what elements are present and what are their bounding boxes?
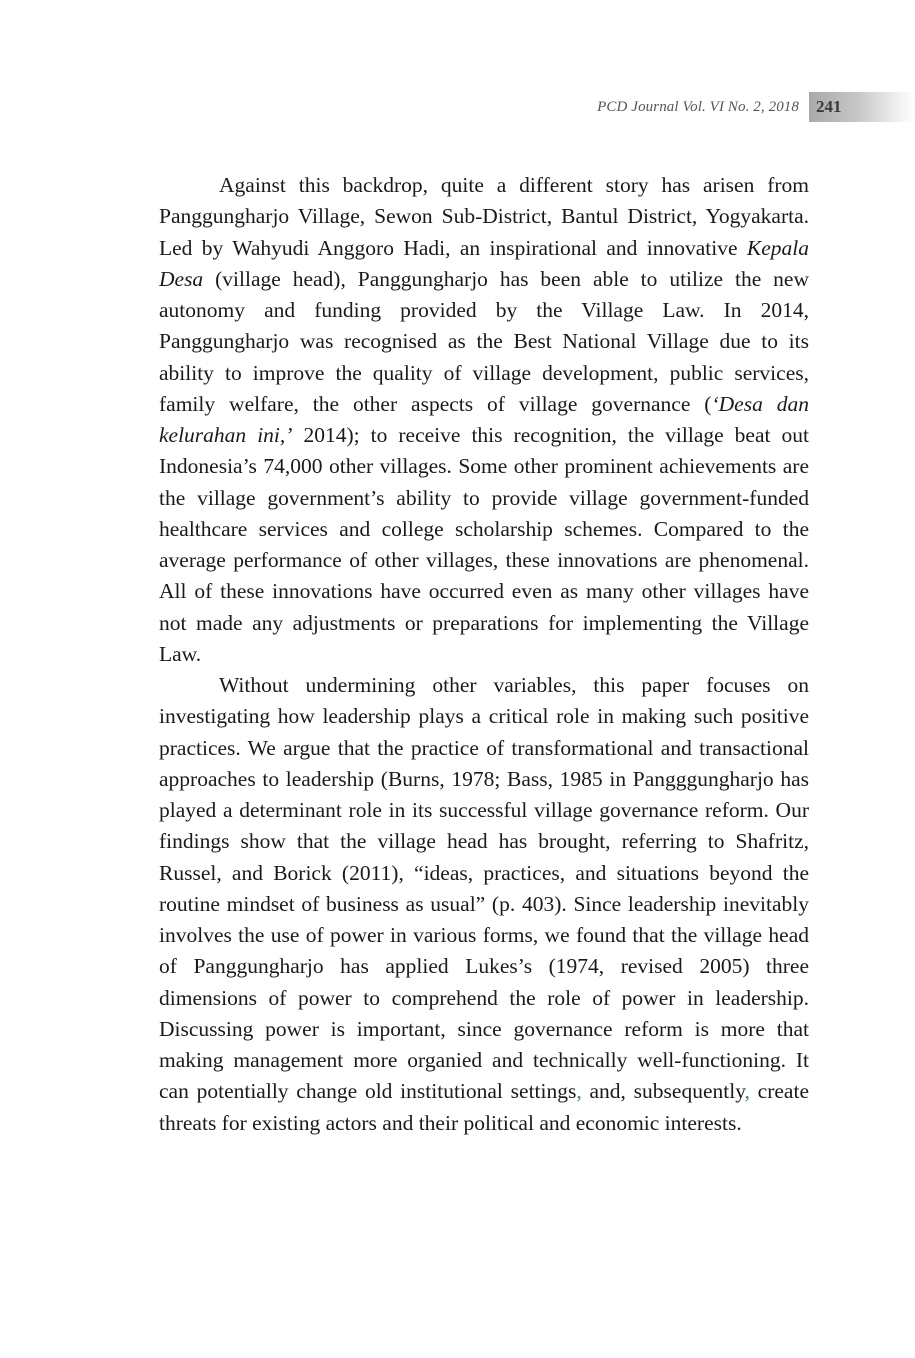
- body-text: [159, 170, 809, 1139]
- comment-mark-1[interactable]: ,: [576, 1079, 582, 1104]
- paragraph-1-text-c: 2014); to receive this recognition, the village beat out Indonesia’s 74,000 other villages. Some other prominent achievements are the village government’s ability to provide village government-funded healthcare services and college scholarship schemes. Compared to the average performance of other villages, these innovations are phenomenal. All of these innovations have occurred even as many other villages have not made any adjustments or preparations for implementing the Village Law.: [159, 423, 809, 666]
- paragraph-1-italic-b: ‘Desa dan kelurahan ini,’: [159, 391, 809, 447]
- page-number: 241: [816, 97, 842, 116]
- paragraph-1-text-a: Against this backdrop, quite a different story has arisen from Panggungharjo Village, Sewon Sub-District, Bantul District, Yogyakarta. Led by Wahyudi Anggoro Hadi, an inspirational and innovative: [159, 173, 809, 260]
- running-header: [597, 92, 915, 122]
- journal-reference: PCD Journal Vol. VI No. 2, 2018: [597, 98, 799, 115]
- paragraph-2-text-b: and, subsequently: [581, 1079, 745, 1104]
- comment-mark-2[interactable]: ,: [744, 1079, 750, 1104]
- page-number-tab: [809, 92, 915, 122]
- paragraph-1-italic-a: Kepala Desa: [159, 235, 809, 291]
- paragraph-1-text-b: (village head), Panggungharjo has been able to utilize the new autonomy and funding provided by the Village Law. In 2014, Panggungharjo was recognised as the Best National Village due to its ability to improve the quality of village development, public services, family welfare, the other aspects of village governance (: [159, 266, 809, 416]
- paragraph-2: [159, 670, 809, 1139]
- paragraph-2-text-c: create threats for existing actors and their political and economic interests.: [159, 1079, 809, 1135]
- paragraph-2-text-a: Without undermining other variables, this paper focuses on investigating how leadership plays a critical role in making such positive practices. We argue that the practice of transformational and transactional approaches to leadership (Burns, 1978; Bass, 1985 in Pangggungharjo has played a determinant role in its successful village governance reform. Our findings show that the village head has brought, referring to Shafritz, Russel, and Borick (2011), “ideas, practices, and situations beyond the routine mindset of business as usual” (p. 403). Since leadership inevitably involves the use of power in various forms, we found that the village head of Panggungharjo has applied Lukes’s (1974, revised 2005) three dimensions of power to comprehend the role of power in leadership. Discussing power is important, since governance reform is more that making management more organied and technically well-functioning. It can potentially change old institutional settings: [159, 673, 809, 1104]
- paragraph-1: [159, 170, 809, 670]
